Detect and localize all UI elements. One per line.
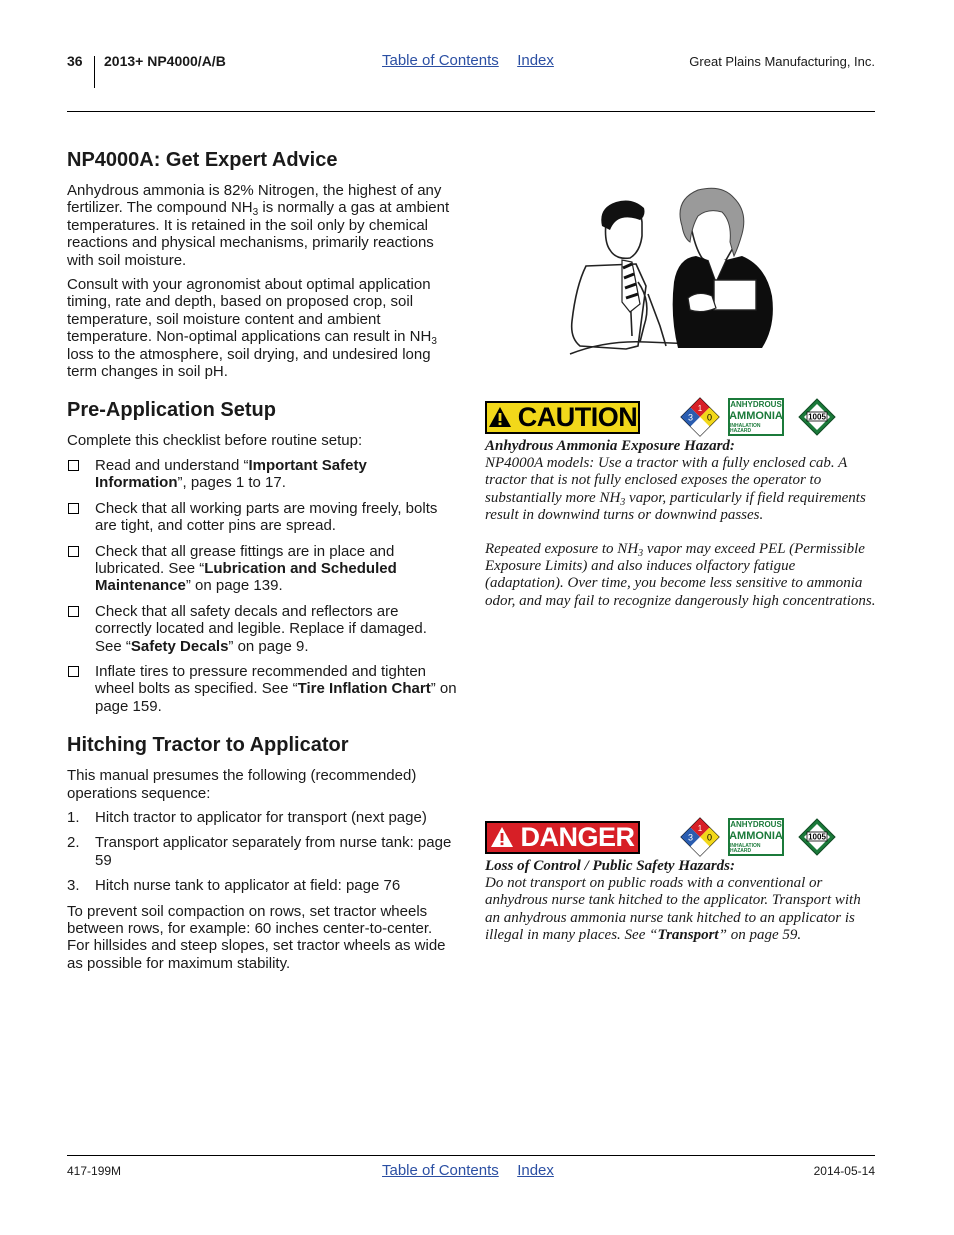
nfpa-diamond-icon (680, 397, 720, 437)
warning-triangle-icon (490, 826, 514, 848)
footer-nav (382, 1162, 568, 1180)
list-item: 3. Hitch nurse tank to applicator at field: page 76 (67, 877, 401, 895)
checklist (67, 457, 457, 715)
header-rule (67, 111, 875, 112)
company-name: Great Plains Manufacturing, Inc. (689, 54, 875, 69)
checkbox-icon (68, 460, 79, 471)
checklist-item: Read and understand “Important Safety Information”, pages 1 to 17. (67, 457, 457, 492)
svg-text:0: 0 (706, 832, 713, 843)
un-placard-icon (798, 818, 836, 856)
checklist-item: Check that all safety decals and reflectors are correctly located and legible. Replace if damaged. See “Safety Decals” on page 9. (67, 603, 457, 655)
svg-text:0: 0 (706, 412, 713, 423)
header-nav (382, 52, 568, 70)
list-item: 2. Transport applicator separately from nurse tank: page 59 (67, 834, 452, 869)
document-code: 417-199M (67, 1164, 122, 1178)
svg-text:1005: 1005 (808, 412, 826, 422)
danger-sign: DANGER (485, 821, 640, 854)
document-title: 2013+ NP4000/A/B (104, 53, 226, 69)
svg-text:1: 1 (697, 404, 703, 413)
publication-date: 2014-05-14 (813, 1164, 875, 1178)
nfpa-diamond-icon (680, 817, 720, 857)
anhydrous-ammonia-placard: ANHYDROUS AMMONIA INHALATION HAZARD (728, 818, 784, 856)
danger-safety-box (485, 817, 877, 961)
caution-safety-box (485, 397, 877, 627)
checkbox-icon (68, 666, 79, 677)
caution-paragraph-enclosed-cab: NP4000A models: Use a tractor with a fully enclosed cab. A tractor that is not fully enclosed exposes the operator to substantially more $NH_3$ vapor, particularly if field requirements result in downwind turns or downwind passes. (485, 455, 866, 523)
danger-hazard-title: Loss of Control / Public Safety Hazards: (485, 858, 736, 874)
caution-sign: CAUTION (485, 401, 640, 434)
table-of-contents-link[interactable]: Table of Contents (382, 52, 499, 69)
danger-sign-row (485, 817, 877, 857)
un-placard-icon (798, 398, 836, 436)
anhydrous-ammonia-placard: ANHYDROUS AMMONIA INHALATION HAZARD (728, 398, 784, 436)
svg-text:1: 1 (697, 824, 703, 833)
danger-hazard-text (485, 858, 877, 944)
section-title-pre-application: Pre-Application Setup (67, 399, 276, 422)
consultation-illustration (566, 186, 776, 358)
caution-hazard-title: Anhydrous Ammonia Exposure Hazard: (485, 438, 735, 454)
checkbox-icon (68, 546, 79, 557)
page-number: 36 (67, 53, 83, 69)
checklist-item: Check that all working parts are moving freely, bolts are tight, and cotter pins are spread. (67, 500, 457, 535)
operations-sequence (67, 809, 457, 895)
paragraph-ammonia-intro: Anhydrous ammonia is 82% Nitrogen, the highest of any fertilizer. The compound $NH_3$ is normally a gas at ambient temperatures. It is retained in the soil only by chemical reactions and physical mechanisms, primarily reactions with soil moisture. (67, 182, 450, 269)
checkbox-icon (68, 606, 79, 617)
paragraph-agronomist: Consult with your agronomist about optimal application timing, rate and depth, based on proposed crop, soil temperature, soil moisture content and ambient temperature. Non-optimal applications can result in $NH_3$ loss to the atmosphere, soil drying, and undesired long term changes in soil pH. (67, 276, 437, 381)
svg-text:3: 3 (687, 412, 694, 423)
checklist-item: Check that all grease fittings are in place and lubricated. See “Lubrication and Scheduled Maintenance” on page 139. (67, 543, 457, 595)
checkbox-icon (68, 503, 79, 514)
table-of-contents-link[interactable]: Table of Contents (382, 1162, 499, 1179)
caution-hazard-text (485, 438, 877, 610)
index-link[interactable]: Index (517, 52, 554, 69)
warning-triangle-icon (488, 406, 512, 428)
index-link[interactable]: Index (517, 1162, 554, 1179)
section-title-expert-advice: NP4000A: Get Expert Advice (67, 149, 338, 171)
checklist-item: Inflate tires to pressure recommended and tighten wheel bolts as specified. See “Tire Inflation Chart” on page 159. (67, 663, 457, 715)
list-item: 1. Hitch tractor to applicator for transport (next page) (67, 808, 427, 826)
paragraph-wheel-spacing: To prevent soil compaction on rows, set tractor wheels between rows, for example: 60 inches center-to-center. For hillsides and steep slopes, set tractor wheels as wide as possible for maximum stability. (67, 902, 446, 972)
caution-sign-row (485, 397, 877, 437)
danger-paragraph-transport: Do not transport on public roads with a conventional or anhydrous nurse tank hitched to the applicator. Transport with an anhydrous ammonia nurse tank hitched to an applicator is illegal in many places. See “Transport” on page 59. (485, 875, 861, 943)
svg-text:1005: 1005 (808, 832, 826, 842)
caution-paragraph-exposure: Repeated exposure to $NH_3$ vapor may exceed PEL (Permissible Exposure Limits) and also induces olfactory fatigue (adaptation). Over time, you become less sensitive to ammonia odor, and may fail to recognize dangerously high concentrations. (485, 541, 876, 609)
svg-text:3: 3 (687, 832, 694, 843)
hitching-intro: This manual presumes the following (recommended) operations sequence: (67, 767, 417, 802)
header-divider (94, 56, 95, 88)
section-title-hitching: Hitching Tractor to Applicator (67, 734, 349, 757)
footer-rule (67, 1155, 875, 1156)
left-column (67, 148, 457, 979)
checklist-intro: Complete this checklist before routine setup: (67, 432, 363, 450)
transport-reference: Transport (657, 926, 719, 943)
